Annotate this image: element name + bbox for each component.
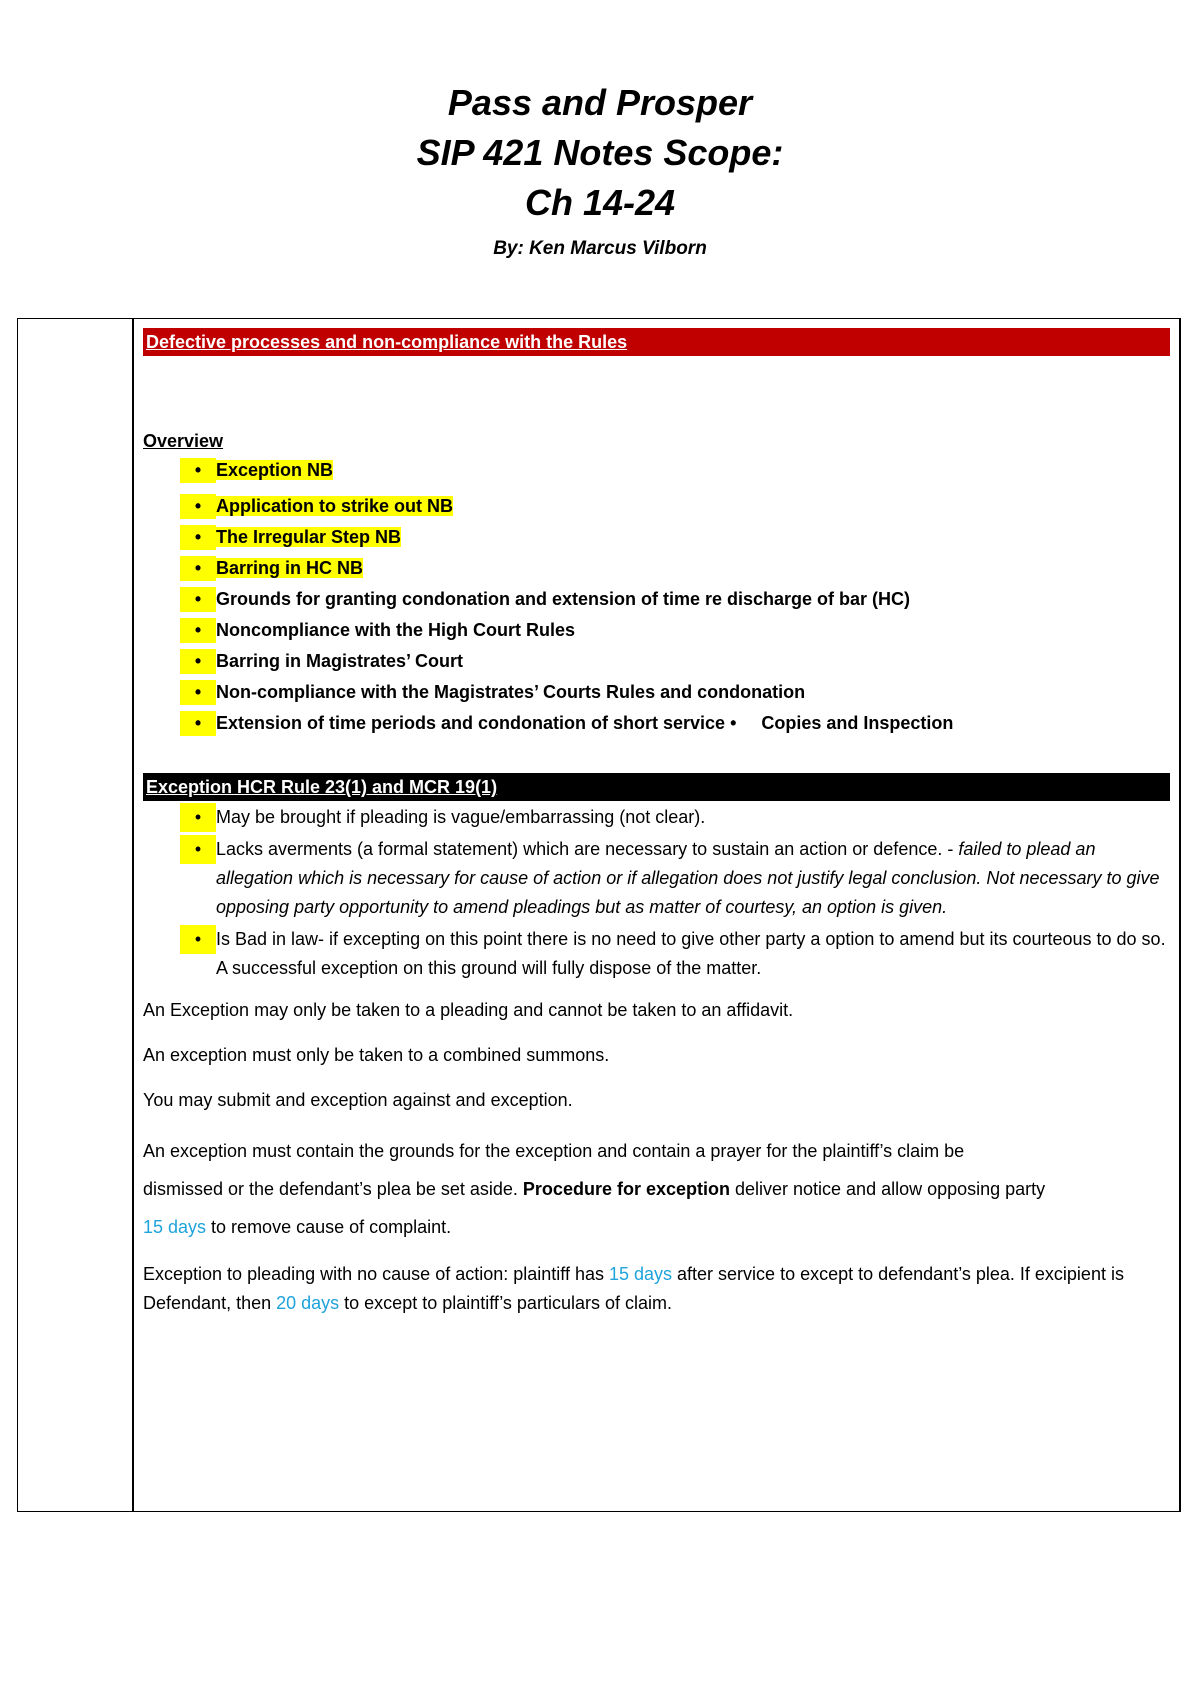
list-item: • May be brought if pleading is vague/embarrassing (not clear). — [143, 803, 1173, 832]
title-line-1: Pass and Prosper — [447, 82, 753, 123]
section-header-exception: Exception HCR Rule 23(1) and MCR 19(1) — [143, 773, 1170, 801]
overview-list — [143, 458, 1173, 736]
bullet-icon: • — [180, 680, 216, 705]
list-item: • Lacks averments (a formal statement) which are necessary to sustain an action or defence. - failed to plead an allegation which is necessary for cause of action or if allegation does not justify legal conclusion. Not necessary to give opposing party opportunity to amend pleadings but as matter of courtesy, an option is given. — [143, 835, 1173, 922]
bullet-icon: • — [180, 711, 216, 736]
bullet-icon: • — [180, 525, 216, 550]
list-item: • Application to strike out NB — [143, 494, 1173, 519]
paragraph-time-periods: Exception to pleading with no cause of action: plaintiff has 15 days after service to except to defendant’s plea. If excipient is Defendant, then 20 days to except to plaintiff’s particulars of claim. — [143, 1264, 1124, 1313]
notes-content — [143, 328, 1173, 1318]
bullet-icon: • — [180, 494, 216, 519]
list-item: • Noncompliance with the High Court Rules — [143, 618, 1173, 643]
bullet-icon: • — [180, 618, 216, 643]
bullet-icon: • — [180, 649, 216, 674]
bullet-icon: • — [180, 803, 216, 832]
paragraph-affidavit: An Exception may only be taken to a pleading and cannot be taken to an affidavit. — [143, 1000, 794, 1020]
table-left-column — [17, 318, 134, 1512]
bullet-icon: • — [180, 925, 216, 954]
bullet-icon: • — [180, 458, 216, 483]
list-item: • Grounds for granting condonation and extension of time re discharge of bar (HC) — [143, 587, 1173, 612]
list-item: • Non-compliance with the Magistrates’ Courts Rules and condonation — [143, 680, 1173, 705]
paragraph-exception-against-exception: You may submit and exception against and exception. — [143, 1090, 573, 1110]
bullet-icon: • — [180, 556, 216, 581]
title-line-3: Ch 14-24 — [524, 182, 676, 223]
section-header-defective-processes: Defective processes and non-compliance with the Rules — [143, 328, 1170, 356]
bullet-icon: • — [180, 835, 216, 864]
paragraph-combined-summons: An exception must only be taken to a combined summons. — [143, 1045, 610, 1065]
list-item: • The Irregular Step NB — [143, 525, 1173, 550]
paragraph-procedure: An exception must contain the grounds for the exception and contain a prayer for the plaintiff’s claim be dismissed or the defendant’s plea be set aside. Procedure for exception deliver notice and allow opposing party 15 days to remove cause of complaint. — [143, 1141, 1046, 1237]
list-item: • Exception NB — [143, 458, 1173, 483]
document-title-block — [0, 78, 1200, 260]
exception-list — [143, 803, 1173, 983]
list-item: • Barring in HC NB — [143, 556, 1173, 581]
list-item: • Barring in Magistrates’ Court — [143, 649, 1173, 674]
author-line: By: Ken Marcus Vilborn — [493, 238, 707, 259]
overview-heading: Overview — [143, 431, 224, 451]
list-item: • Is Bad in law- if excepting on this point there is no need to give other party a option to amend but its courteous to do so. A successful exception on this ground will fully dispose of the matter. — [143, 925, 1173, 983]
bullet-icon: • — [180, 587, 216, 612]
list-item: • Extension of time periods and condonation of short service • Copies and Inspection — [143, 711, 1173, 736]
title-line-2: SIP 421 Notes Scope: — [416, 132, 784, 173]
